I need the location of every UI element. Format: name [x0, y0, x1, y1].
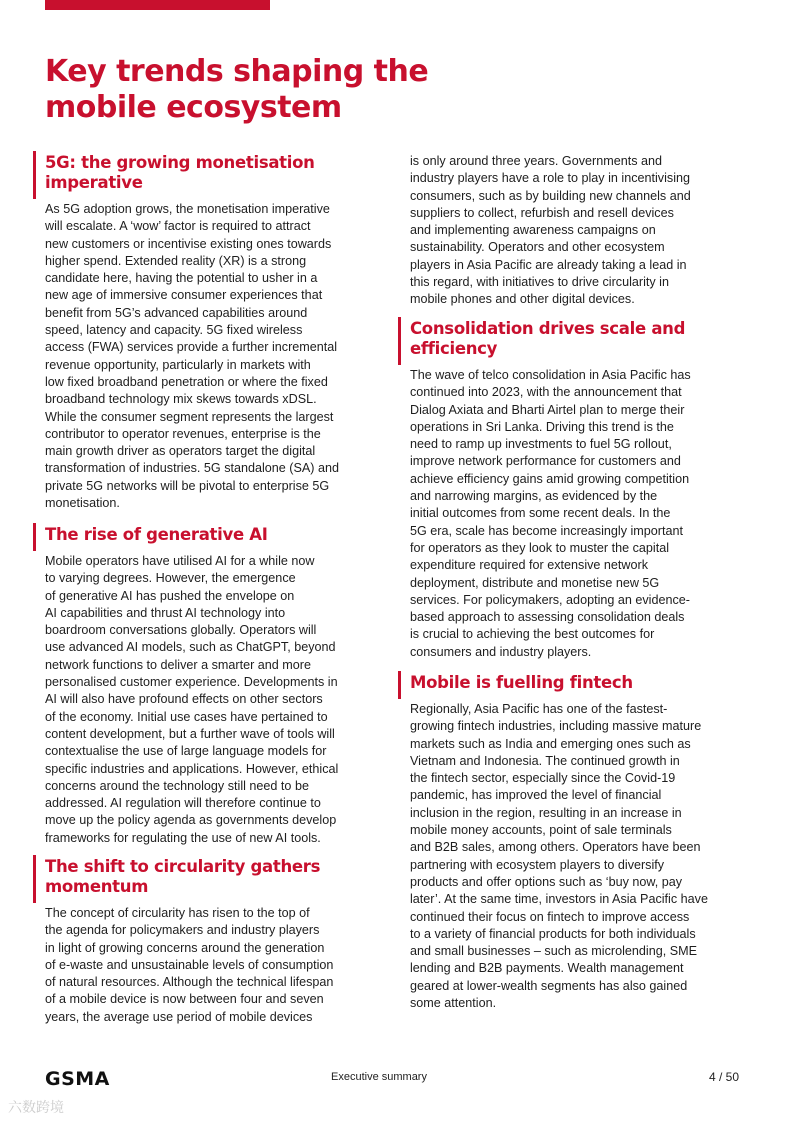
section-5g-monetisation [45, 153, 339, 512]
section-circularity [45, 857, 333, 1026]
section-heading: Consolidation drives scale and efficiency [410, 319, 691, 359]
section-fintech [410, 673, 708, 1012]
footer-section-label: Executive summary [331, 1071, 427, 1083]
section-heading: Mobile is fuelling fintech [410, 673, 708, 693]
section-generative-ai [45, 525, 338, 847]
gsma-logo: GSMA [45, 1068, 110, 1090]
section-body: As 5G adoption grows, the monetisation imperative will escalate. A ‘wow’ factor is required to attract new customers or incentivise existing ones towards higher spend. Extended reality (XR) is a strong candidate here, having the potential to usher in a new age of immersive consumer experiences that benefit from 5G’s advanced capabilities around speed, latency and capacity. 5G fixed wireless access (FWA) services provide a further incremental revenue opportunity, particularly in markets with low fixed broadband penetration or where the fixed broadband technology mix skews towards xDSL. While the consumer segment represents the largest contributor to operator revenues, enterprise is the main growth driver as operators target the digital transformation of industries. 5G standalone (SA) and private 5G networks will be pivotal to enterprise 5G monetisation. [45, 202, 340, 511]
section-heading: The rise of generative AI [45, 525, 338, 545]
top-accent-bar [45, 0, 270, 10]
section-body: Regionally, Asia Pacific has one of the fastest- growing fintech industries, including massive mature markets such as India and emerging ones such as Vietnam and Indonesia. The continued growth in the fintech sector, especially since the Covid-19 pandemic, has improved the level of financial inclusion in the region, resulting in an increase in mobile money accounts, point of sale terminals and B2B sales, among others. Operators have been partnering with ecosystem players to diversify products and offer options such as ‘buy now, pay later’. At the same time, investors in Asia Pacific have continued their focus on fintech to improve access to a variety of financial products for both individuals and small businesses – such as microlending, SME lending and B2B payments. Wealth management geared at lower-wealth segments has also gained some attention. [410, 702, 708, 1011]
section-circularity-continued [410, 153, 691, 309]
section-body: The wave of telco consolidation in Asia Pacific has continued into 2023, with the announcement that Dialog Axiata and Bharti Airtel plan to merge their operations in Sri Lanka. Driving this trend is the need to ramp up investments to fuel 5G rollout, improve network performance for customers and achieve efficiency gains amid growing competition and narrowing margins, as evidenced by the initial outcomes from some recent deals. In the 5G era, scale has become increasingly important for operators as they look to muster the capital expenditure required for extensive network deployment, distribute and monetise new 5G services. For policymakers, adopting an evidence- based approach to assessing consolidation deals is crucial to achieving the best outcomes for consumers and industry players. [410, 368, 691, 659]
section-heading: The shift to circularity gathers momentum [45, 857, 333, 897]
page-number: 4 / 50 [709, 1070, 740, 1084]
section-body: Mobile operators have utilised AI for a while now to varying degrees. However, the emergence of generative AI has pushed the envelope on AI capabilities and thrust AI technology into boardroom conversations globally. Operators will use advanced AI models, such as ChatGPT, beyond network functions to deliver a smarter and more personalised customer experience. Developments in AI will also have profound effects on other sectors of the economy. Initial use cases have pertained to content development, but a further wave of tools will contextualise the use of large language models for specific industries and applications. However, ethical concerns around the technology still need to be addressed. AI regulation will therefore continue to move up the policy agenda as governments develop frameworks for regulating the use of new AI tools. [45, 554, 339, 845]
section-heading: 5G: the growing monetisation imperative [45, 153, 339, 193]
section-consolidation [410, 319, 691, 661]
page-title: Key trends shaping the mobile ecosystem [45, 54, 429, 125]
section-body: is only around three years. Governments and industry players have a role to play in incentivising consumers, such as by building new channels and suppliers to collect, refurbish and resell devices and implementing awareness campaigns on sustainability. Operators and other ecosystem players in Asia Pacific are already taking a lead in this regard, with initiatives to drive circularity in mobile phones and other digital devices. [410, 154, 691, 307]
watermark: 六数跨境 [8, 1099, 64, 1115]
section-body: The concept of circularity has risen to the top of the agenda for policymakers and industry players in light of growing concerns around the generation of e-waste and unsustainable levels of consumption of natural resources. Although the technical lifespan of a mobile device is now between four and seven years, the average use period of mobile devices [45, 906, 334, 1024]
